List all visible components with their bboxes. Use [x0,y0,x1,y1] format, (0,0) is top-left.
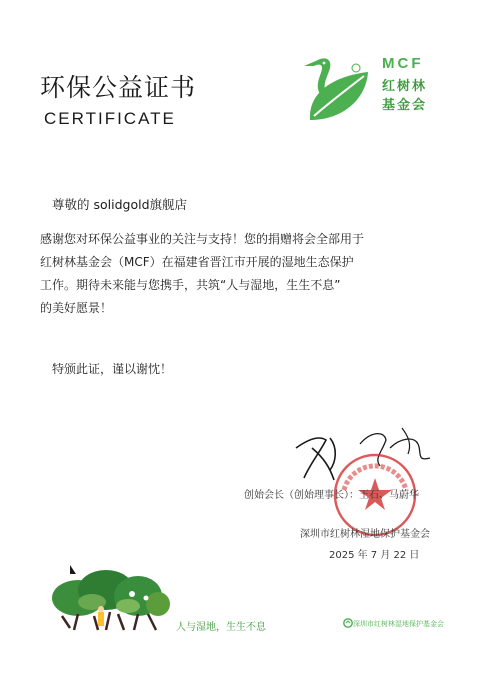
footer-slogan: 人与湿地，生生不息 [176,622,266,633]
logo-name-line2: 基金会 [382,98,428,113]
certificate-title: 环保公益证书 [40,73,197,102]
logo-name-line1: 红树林 [382,79,428,94]
issue-date: 2025 年 7 月 22 日 [329,550,420,561]
certificate-subtitle: CERTIFICATE [44,109,176,128]
body-line: 的美好愿景！ [40,301,113,315]
founder-signature-line: 创始会长（创始理事长）：王石、马蔚华 [244,490,419,501]
logo-acronym: MCF [382,55,424,72]
mangrove-trees-illustration [48,560,173,635]
body-line: 工作。期待未来能与您携手，共筑“人与湿地，生生不息” [40,278,341,292]
closing-line: 特颁此证，谨以谢忱！ [52,362,173,376]
issuing-organization: 深圳市红树林湿地保护基金会 [300,529,430,540]
recycle-icon [343,618,353,628]
greeting: 尊敬的 solidgold旗舰店 [52,197,188,212]
body-line: 感谢您对环保公益事业的关注与支持！您的捐赠将会全部用于 [40,232,365,246]
footer-organization-logo: 深圳市红树林湿地保护基金会 [353,620,444,628]
letter-body [40,228,445,320]
body-line: 红树林基金会（MCF）在福建省晋江市开展的湿地生态保护 [40,255,354,269]
